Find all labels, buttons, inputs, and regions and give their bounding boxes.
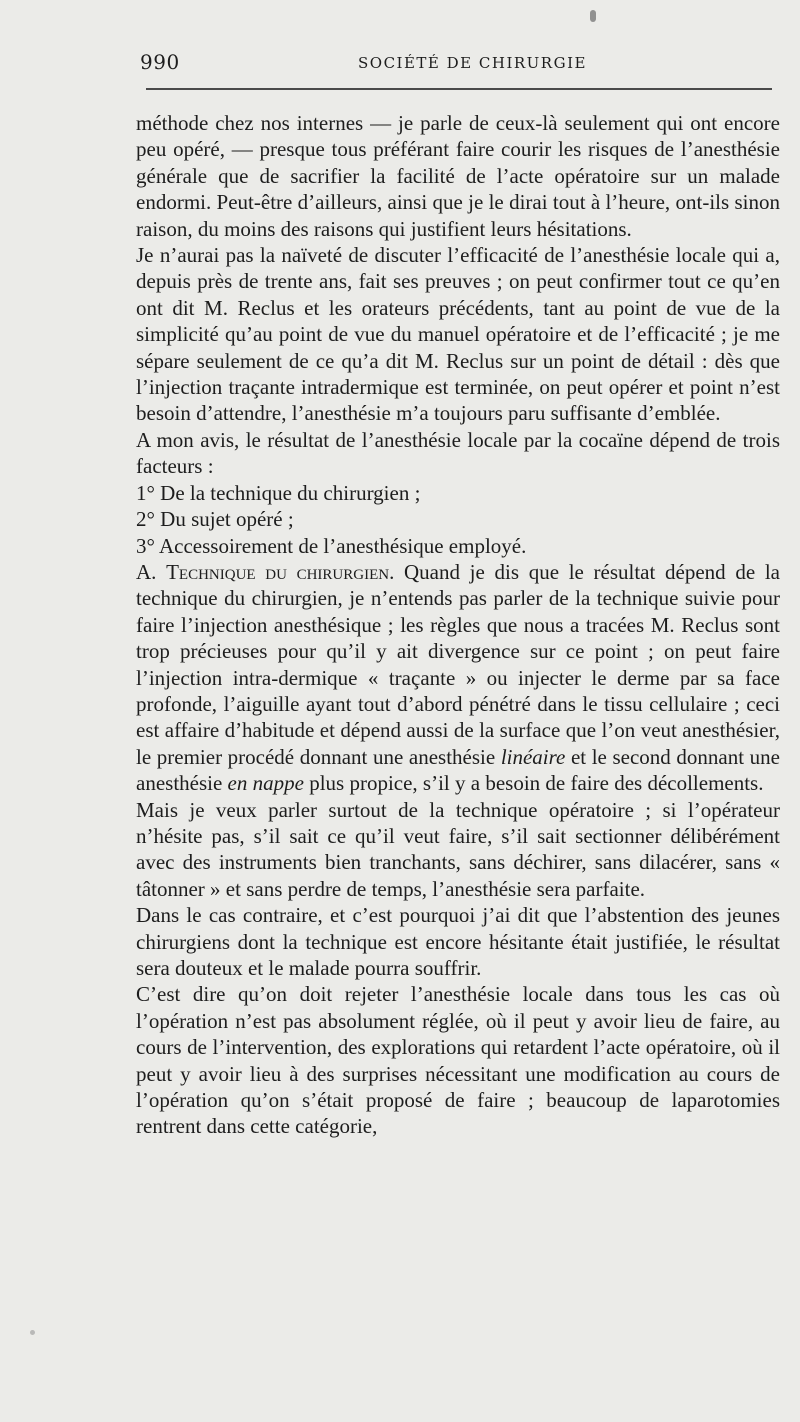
paragraph-4-part-b: et le second donnant une anesthésie bbox=[136, 744, 780, 796]
page-header bbox=[140, 50, 780, 82]
list-item-1: 1° De la technique du chirurgien ; bbox=[136, 480, 421, 505]
body-text bbox=[136, 110, 780, 1140]
paragraph-5: Mais je veux parler surtout de la technique opératoire ; si l’opérateur n’hésite pas, s’il sait ce qu’il veut faire, s’il sait sectionner délibérément avec des instruments bien tranchants, sans déchirer, sans dilacérer, sans « tâtonner » et sans perdre de temps, l’anesthésie sera parfaite. bbox=[136, 797, 780, 901]
list-item-2: 2° Du sujet opéré ; bbox=[136, 507, 294, 532]
paragraph-6: Dans le cas contraire, et c’est pourquoi j’ai dit que l’abstention des jeunes chirurgiens dont la technique est encore hésitante était justifiée, le résultat sera douteux et le malade pourra souffrir. bbox=[136, 903, 780, 980]
list-item-3: 3° Accessoirement de l’anesthésique employé. bbox=[136, 533, 527, 558]
section-heading: Technique du chirurgien. bbox=[166, 559, 395, 584]
running-title: SOCIÉTÉ DE CHIRURGIE bbox=[358, 54, 587, 72]
paragraph-2: Je n’aurai pas la naïveté de discuter l’efficacité de l’anesthésie locale qui a, depuis près de trente ans, fait ses preuves ; on peut confirmer tout ce qu’en ont dit M. Reclus et les orateurs précédents, tant au point de vue de la simplicité qu’au point de vue du manuel opératoire et de l’efficacité ; je me sépare seulement de ce qu’a dit M. Reclus sur un point de détail : dès que l’injection traçante intradermique est terminée, on peut opérer et point n’est besoin d’attendre, l’anesthésie m’a toujours paru suffisante d’emblée. bbox=[136, 243, 780, 426]
ink-speck bbox=[590, 10, 596, 22]
page-number: 990 bbox=[140, 50, 180, 74]
paragraph-4 bbox=[136, 559, 780, 797]
italic-term-lineaire: linéaire bbox=[500, 744, 566, 769]
paragraph-4-part-c: plus propice, s’il y a besoin de faire des décollements. bbox=[303, 771, 764, 796]
italic-term-en-nappe: en nappe bbox=[227, 771, 304, 796]
paragraph-7: C’est dire qu’on doit rejeter l’anesthésie locale dans tous les cas où l’opération n’est pas absolument réglée, où il peut y avoir lieu de faire, au cours de l’intervention, des explorations qui retardent l’acte opératoire, où il peut y avoir lieu à des surprises nécessitant une modification au cours de l’opération qu’on s’était proposé de faire ; beaucoup de laparotomies rentrent dans cette catégorie, bbox=[136, 982, 780, 1139]
section-letter: A. bbox=[136, 559, 167, 584]
header-rule bbox=[146, 88, 772, 90]
paper-speck bbox=[30, 1330, 35, 1335]
paragraph-4-part-a: Quand je dis que le résultat dépend de la technique du chirurgien, je n’entends pas parler de la technique suivie pour faire l’injection anesthésique ; les règles que nous a tracées M. Reclus sont trop précieuses pour qu’il y ait divergence sur ce point ; on peut faire l’injection intra-dermique « traçante » ou injecter le derme par sa face profonde, l’aiguille ayant tout d’abord pénétré dans le tissu cellulaire ; ceci est affaire d’habitude et dépend aussi de la surface que l’on veut anesthésier, le premier procédé donnant une anesthésie bbox=[136, 559, 780, 769]
paragraph-1: méthode chez nos internes — je parle de ceux-là seulement qui ont encore peu opéré, — presque tous préférant faire courir les risques de l’anesthésie générale que de sacrifier la facilité de l’acte opératoire sur un malade endormi. Peut-être d’ailleurs, ainsi que je le dirai tout à l’heure, ont-ils sinon raison, du moins des raisons qui justifient leurs hésitations. bbox=[136, 111, 780, 241]
paragraph-3: A mon avis, le résultat de l’anesthésie locale par la cocaïne dépend de trois facteurs : bbox=[136, 427, 780, 479]
